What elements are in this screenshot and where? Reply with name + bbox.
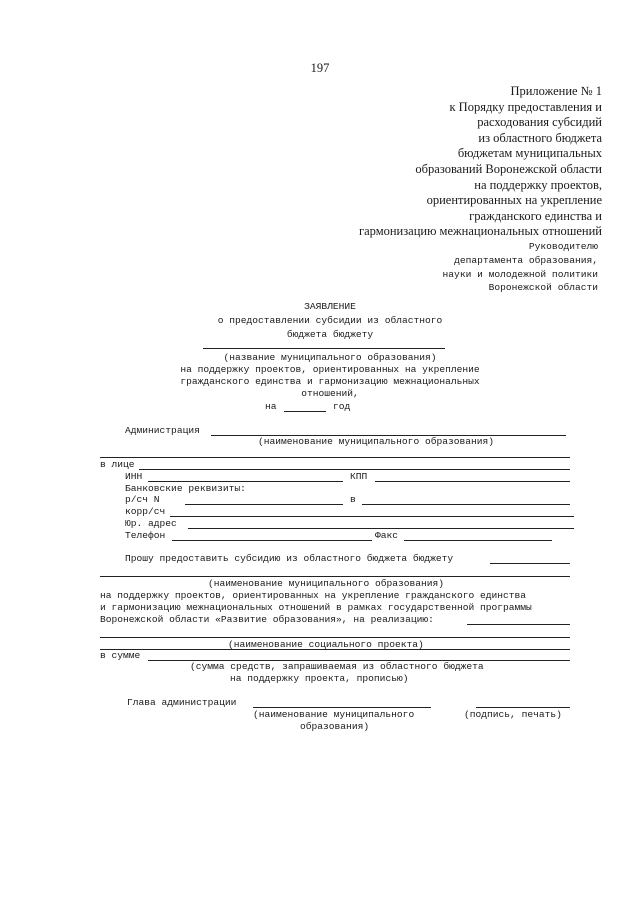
legal-address-label: Юр. адрес <box>125 518 177 529</box>
project-field[interactable] <box>100 637 570 638</box>
year-field[interactable] <box>284 411 326 412</box>
appendix-line: на поддержку проектов, <box>474 177 602 192</box>
phone-field[interactable] <box>172 540 372 541</box>
appendix-line: ориентированных на укрепление <box>426 193 602 208</box>
project-hint: (наименование социального проекта) <box>228 639 424 650</box>
appendix-line: к Порядку предоставления и <box>449 99 602 114</box>
municipality-name-line[interactable] <box>203 348 445 349</box>
recipient-line: Воронежской области <box>488 282 598 294</box>
municipality-field[interactable] <box>100 576 570 577</box>
recipient-block <box>443 240 598 295</box>
appendix-line: Приложение № 1 <box>510 84 602 98</box>
amount-hint: на поддержку проекта, прописью) <box>230 673 409 684</box>
amount-hint: (сумма средств, запрашиваемая из областного бюджета <box>190 661 484 672</box>
title-line: о предоставлении субсидии из областного <box>217 315 443 326</box>
appendix-line: бюджетам муниципальных <box>457 146 602 161</box>
appendix-block <box>359 84 602 240</box>
head-name-field[interactable] <box>253 707 431 708</box>
project-field[interactable] <box>100 649 570 650</box>
inn-label: ИНН <box>125 471 143 482</box>
municipality-hint: (наименование муниципального образования) <box>208 578 445 589</box>
phone-label: Телефон <box>125 530 166 541</box>
appendix-line: гармонизацию межнациональных отношений <box>358 224 602 239</box>
document-title: ЗАЯВЛЕНИЕ <box>304 301 356 312</box>
kpp-label: КПП <box>350 471 368 482</box>
account-field[interactable] <box>185 504 343 505</box>
municipality-name-hint: (название муниципального образования) <box>223 352 437 363</box>
project-field[interactable] <box>467 624 570 625</box>
bank-name-field[interactable] <box>362 504 570 505</box>
request-text: Воронежской области «Развитие образования», на реализацию: <box>100 614 434 625</box>
appendix-line: расходования субсидий <box>477 115 602 130</box>
head-name-hint: образования) <box>300 721 370 732</box>
bank-in-label: в <box>350 494 356 505</box>
fax-label: Факс <box>375 530 399 541</box>
title-line: гражданского единства и гармонизацию межнациональных <box>180 376 480 387</box>
recipient-line: Руководителю <box>528 241 598 252</box>
kpp-field[interactable] <box>375 481 570 482</box>
request-text: Прошу предоставить субсидию из областного бюджета бюджету <box>125 553 454 564</box>
year-suffix: год <box>333 401 351 412</box>
title-line: отношений, <box>301 388 359 399</box>
legal-address-field[interactable] <box>188 528 574 529</box>
head-name-hint: (наименование муниципального <box>253 709 415 720</box>
account-label: р/сч N <box>125 494 160 505</box>
head-label: Глава администрации <box>127 697 237 708</box>
request-text: и гармонизацию межнациональных отношений в рамках государственной программы <box>100 602 532 613</box>
title-line: на поддержку проектов, ориентированных на укрепление <box>180 364 480 375</box>
inn-field[interactable] <box>148 481 343 482</box>
bank-details-label: Банковские реквизиты: <box>125 483 246 494</box>
recipient-line: науки и молодежной политики <box>442 268 598 280</box>
appendix-line: образований Воронежской области <box>415 161 602 176</box>
blank-line[interactable] <box>100 457 570 458</box>
amount-label: в сумме <box>100 650 141 661</box>
in-person-label: в лице <box>100 459 135 470</box>
administration-hint: (наименование муниципального образования) <box>258 436 495 447</box>
administration-label: Администрация <box>125 425 200 436</box>
fax-field[interactable] <box>404 540 552 541</box>
recipient-line: департамента образования, <box>454 254 598 266</box>
page-number: 197 <box>310 61 330 75</box>
corr-account-field[interactable] <box>170 516 574 517</box>
signature-hint: (подпись, печать) <box>464 709 562 720</box>
signature-field[interactable] <box>476 707 570 708</box>
title-line: бюджета бюджету <box>286 329 374 340</box>
in-person-field[interactable] <box>139 469 570 470</box>
appendix-line: из областного бюджета <box>478 130 602 145</box>
request-text: на поддержку проектов, ориентированных на укрепление гражданского единства <box>100 590 527 601</box>
year-prefix: на <box>265 401 277 412</box>
corr-account-label: корр/сч <box>125 506 166 517</box>
request-budget-field[interactable] <box>490 563 570 564</box>
appendix-line: гражданского единства и <box>469 208 602 223</box>
